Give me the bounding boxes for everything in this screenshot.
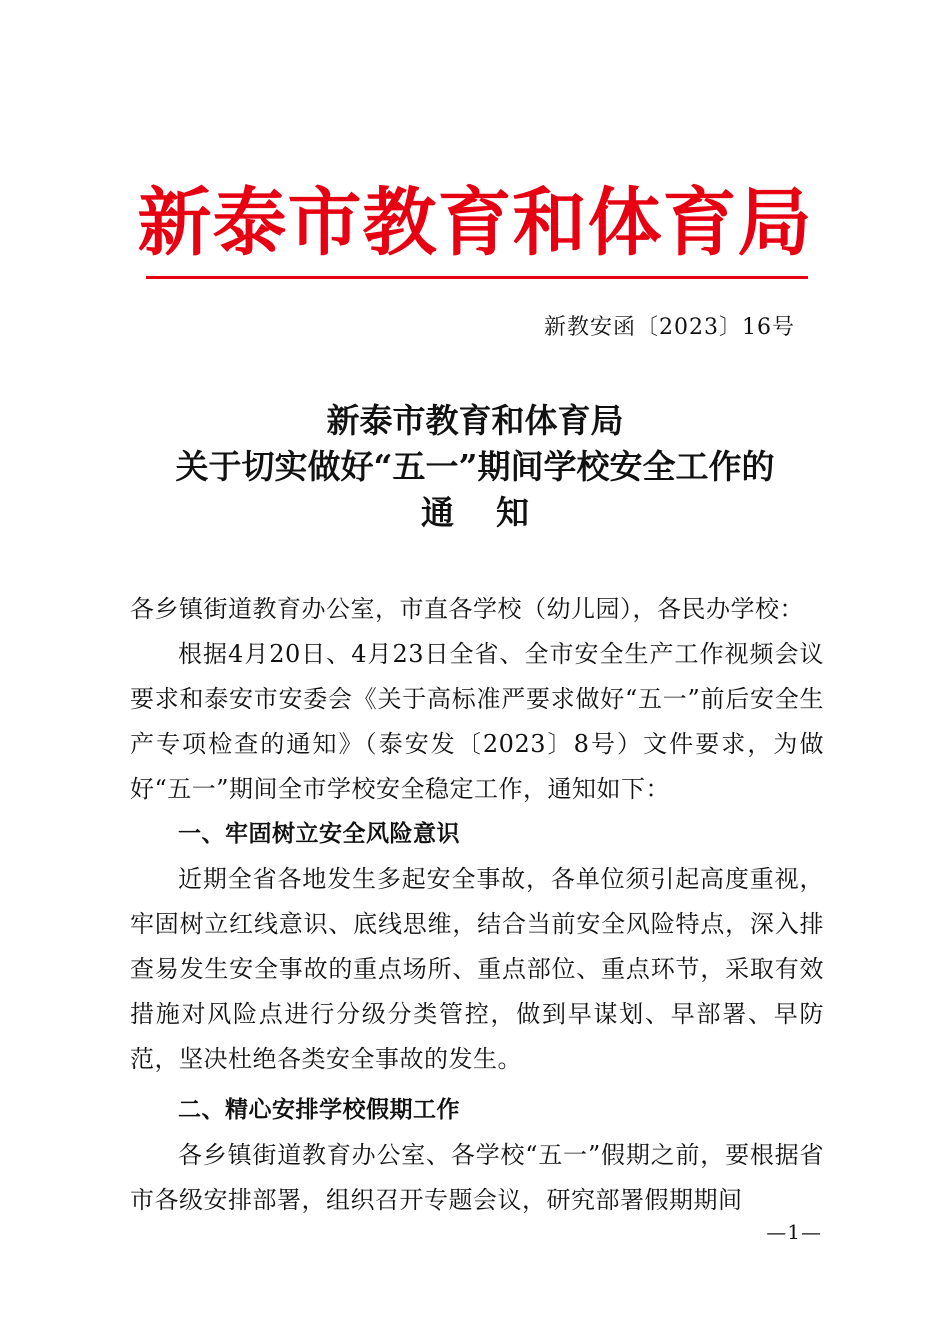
section-2-heading: 二、精心安排学校假期工作	[178, 1097, 460, 1123]
section-1-heading: 一、牢固树立安全风险意识	[178, 821, 460, 847]
page-number: —1—	[766, 1220, 822, 1244]
title-line-1: 新泰市教育和体育局	[326, 401, 624, 440]
intro-paragraph: 根据4月20日、4月23日全省、全市安全生产工作视频会议要求和泰安市安委会《关于高标准严要求做好“五一”前后安全生产专项检查的通知》（泰安发〔2023〕8号）文件要求，为做好“五一”期间全市学校安全稳定工作，通知如下：	[130, 640, 824, 803]
document-title	[0, 398, 950, 536]
document-number: 新教安函〔2023〕16号	[544, 315, 795, 340]
title-line-2: 关于切实做好“五一”期间学校安全工作的	[175, 447, 775, 486]
masthead-org-name: 新泰市教育和体育局	[137, 180, 813, 266]
red-divider-line	[146, 276, 808, 279]
document-body	[130, 587, 824, 1223]
section-1-paragraph: 近期全省各地发生多起安全事故，各单位须引起高度重视，牢固树立红线意识、底线思维，结合当前安全风险特点，深入排查易发生安全事故的重点场所、重点部位、重点环节，采取有效措施对风险点进行分级分类管控，做到早谋划、早部署、早防范，坚决杜绝各类安全事故的发生。	[130, 865, 824, 1073]
salutation: 各乡镇街道教育办公室，市直各学校（幼儿园），各民办学校：	[130, 595, 804, 623]
title-line-3: 通知	[421, 493, 571, 532]
section-2-paragraph: 各乡镇街道教育办公室、各学校“五一”假期之前，要根据省市各级安排部署，组织召开专题会议，研究部署假期期间	[130, 1141, 824, 1214]
